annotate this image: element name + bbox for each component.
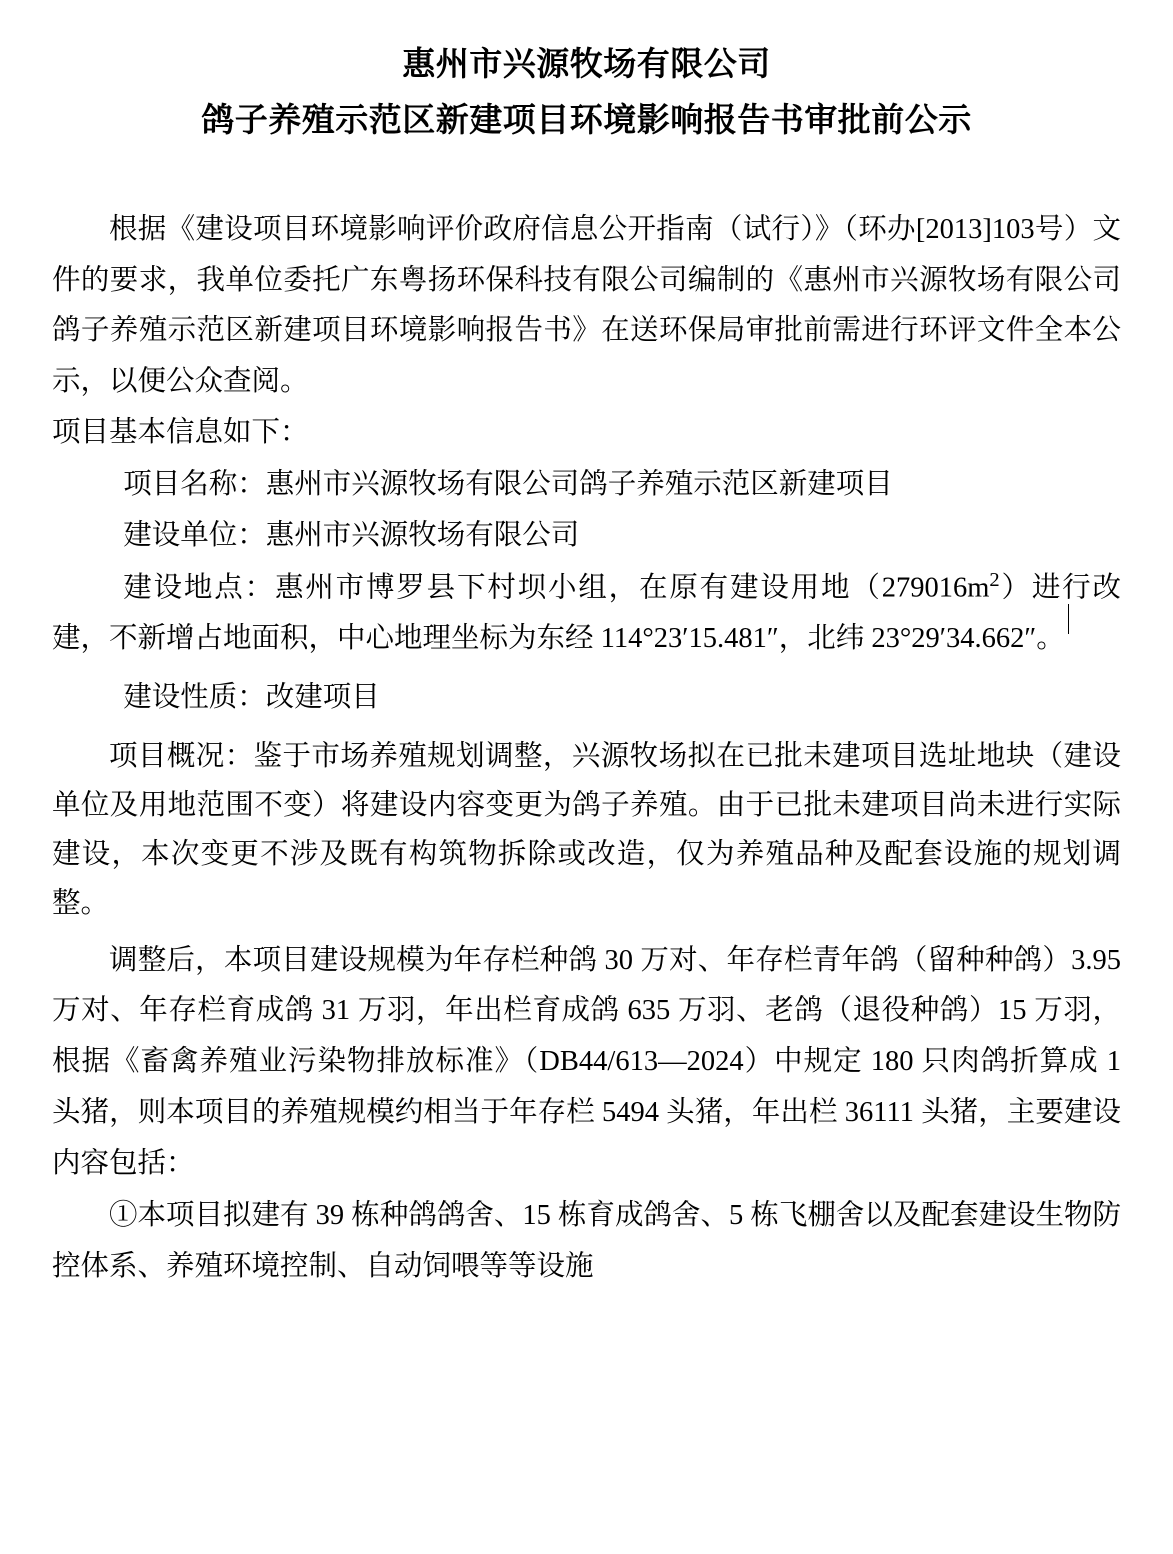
field-construction-nature: 建设性质：改建项目 bbox=[123, 681, 380, 713]
document-body bbox=[52, 205, 1121, 1293]
paragraph-basis: 根据《建设项目环境影响评价政府信息公开指南（试行）》（环办[2013]103号）文件的要求，我单位委托广东粤扬环保科技有限公司编制的《惠州市兴源牧场有限公司鸽子养殖示范区新建项目环境影响报告书》在送环保局审批前需进行环评文件全本公示，以便公众查阅。 bbox=[52, 213, 1121, 398]
text-cursor bbox=[1068, 604, 1069, 634]
paragraph-content-item-1: ①本项目拟建有 39 栋种鸽鸽舍、15 栋育成鸽舍、5 栋飞棚舍以及配套建设生物防控体系、养殖环境控制、自动饲喂等等设施 bbox=[52, 1200, 1121, 1282]
paragraph-intro: 项目基本信息如下： bbox=[52, 416, 309, 448]
location-area-superscript: 2 bbox=[989, 568, 1000, 591]
document-title-block bbox=[52, 38, 1121, 149]
location-text-part1: 建设地点：惠州市博罗县下村坝小组，在原有建设用地（279016m bbox=[123, 572, 990, 604]
paragraph-project-overview: 项目概况：鉴于市场养殖规划调整，兴源牧场拟在已批未建项目选址地块（建设单位及用地范围不变）将建设内容变更为鸽子养殖。由于已批未建项目尚未进行实际建设，本次变更不涉及既有构筑物拆除或改造，仅为养殖品种及配套设施的规划调整。 bbox=[52, 740, 1121, 919]
paragraph-breeding-scale: 调整后，本项目建设规模为年存栏种鸽 30 万对、年存栏青年鸽（留种种鸽）3.95 万对、年存栏育成鸽 31 万羽，年出栏育成鸽 635 万羽、老鸽（退役种鸽）15 万羽，根据《畜禽养殖业污染物排放标准》（DB44/613—2024）中规定 180 只肉鸽折算成 1 头猪，则本项目的养殖规模约相当于年存栏 5494 头猪，年出栏 36111 头猪，主要建设内容包括： bbox=[52, 944, 1121, 1179]
field-construction-unit: 建设单位：惠州市兴源牧场有限公司 bbox=[123, 520, 580, 552]
field-construction-location bbox=[52, 562, 1121, 665]
page-title-line-2: 鸽子养殖示范区新建项目环境影响报告书审批前公示 bbox=[201, 103, 972, 140]
field-project-name: 项目名称：惠州市兴源牧场有限公司鸽子养殖示范区新建项目 bbox=[123, 469, 893, 501]
page-title-line-1: 惠州市兴源牧场有限公司 bbox=[402, 47, 771, 83]
location-text-part2: ）进行改建，不新增占地面积，中心地理坐标为东经 114°23′15.481″，北纬 23°29′34.662″。 bbox=[52, 572, 1121, 655]
